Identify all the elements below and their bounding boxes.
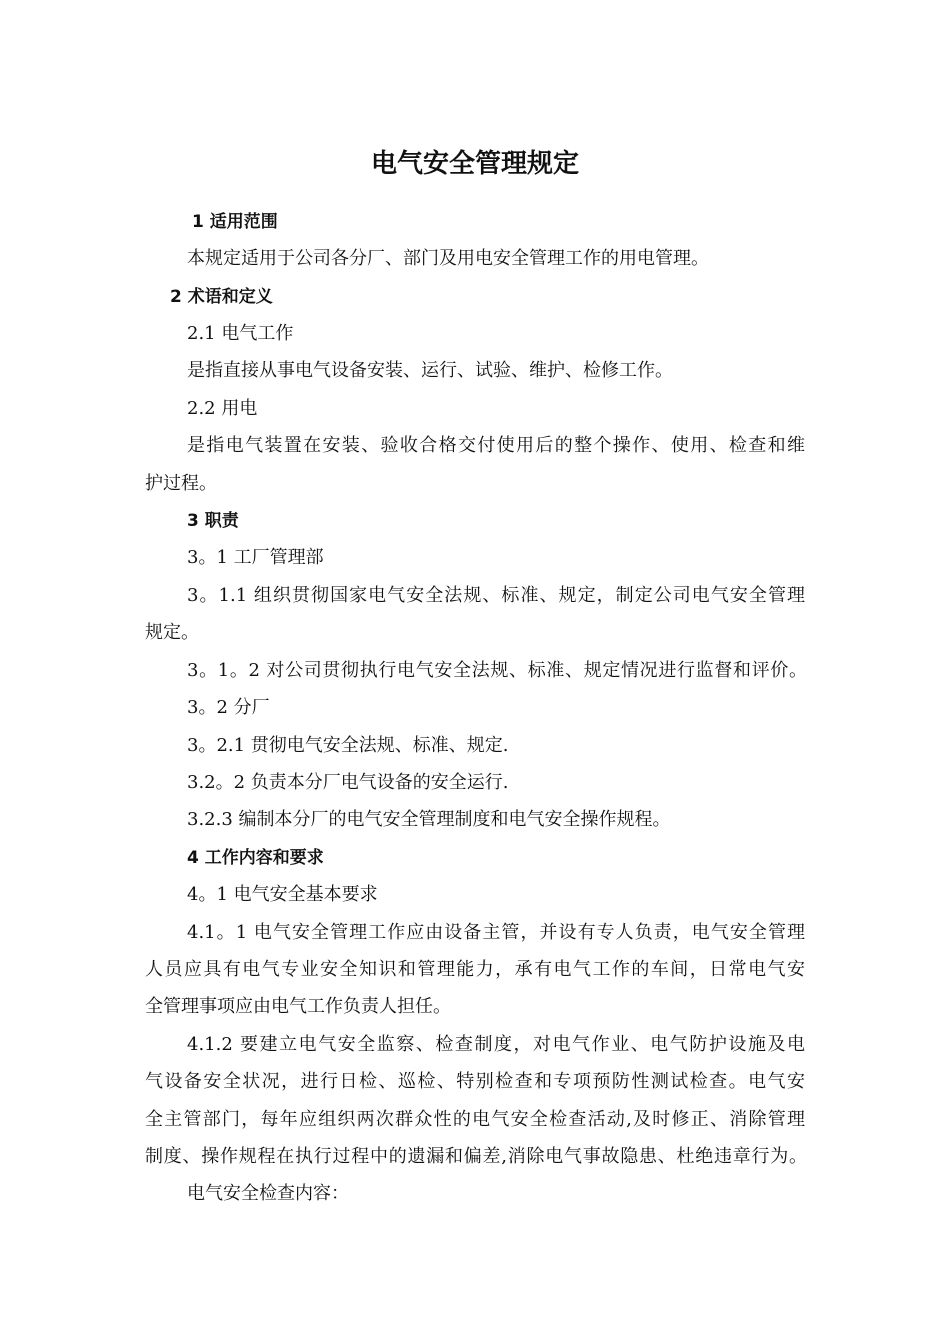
paragraph-line: 电气安全检查内容： <box>187 1183 349 1204</box>
document-title: 电气安全管理规定 <box>370 149 579 179</box>
paragraph-line: 4.1。1 电气安全管理工作应由设备主管，并设有专人负责，电气安全管理 <box>187 922 805 943</box>
paragraph-line: 是指电气装置在安装、验收合格交付使用后的整个操作、使用、检查和维 <box>187 435 805 456</box>
paragraph-line: 护过程。 <box>145 473 217 494</box>
subsection-heading: 3。2 分厂 <box>187 697 270 718</box>
subsection-heading: 2.1 电气工作 <box>187 323 294 344</box>
paragraph-line: 3。2.1 贯彻电气安全法规、标准、规定. <box>187 735 509 756</box>
paragraph-line: 是指直接从事电气设备安装、运行、试验、维护、检修工作。 <box>187 360 673 381</box>
paragraph-line: 4.1.2 要建立电气安全监察、检查制度，对电气作业、电气防护设施及电 <box>187 1034 805 1055</box>
paragraph-line: 3.2。2 负责本分厂电气设备的安全运行. <box>187 772 509 793</box>
subsection-heading: 2.2 用电 <box>187 398 258 419</box>
section-heading-2: 2 术语和定义 <box>170 287 273 307</box>
section-heading-1: 1 适用范围 <box>192 212 278 232</box>
subsection-heading: 3。1 工厂管理部 <box>187 547 324 568</box>
paragraph-line: 3。1.1 组织贯彻国家电气安全法规、标准、规定，制定公司电气安全管理 <box>187 585 805 606</box>
paragraph-line: 全主管部门，每年应组织两次群众性的电气安全检查活动,及时修正、消除管理 <box>145 1109 805 1130</box>
section-heading-3: 3 职责 <box>187 511 239 531</box>
paragraph-line: 规定。 <box>145 622 199 643</box>
paragraph-line: 全管理事项应由电气工作负责人担任。 <box>145 996 451 1017</box>
paragraph-line: 3。1。2 对公司贯彻执行电气安全法规、标准、规定情况进行监督和评价。 <box>187 660 807 681</box>
paragraph-line: 3.2.3 编制本分厂的电气安全管理制度和电气安全操作规程。 <box>187 809 671 830</box>
subsection-heading: 4。1 电气安全基本要求 <box>187 884 378 905</box>
paragraph-line: 本规定适用于公司各分厂、部门及用电安全管理工作的用电管理。 <box>187 248 709 269</box>
paragraph-line: 制度、操作规程在执行过程中的遗漏和偏差,消除电气事故隐患、杜绝违章行为。 <box>145 1146 807 1167</box>
paragraph-line: 人员应具有电气专业安全知识和管理能力，承有电气工作的车间，日常电气安 <box>145 959 805 980</box>
paragraph-line: 气设备安全状况，进行日检、巡检、特别检查和专项预防性测试检查。电气安 <box>145 1071 805 1092</box>
section-heading-4: 4 工作内容和要求 <box>187 848 324 868</box>
